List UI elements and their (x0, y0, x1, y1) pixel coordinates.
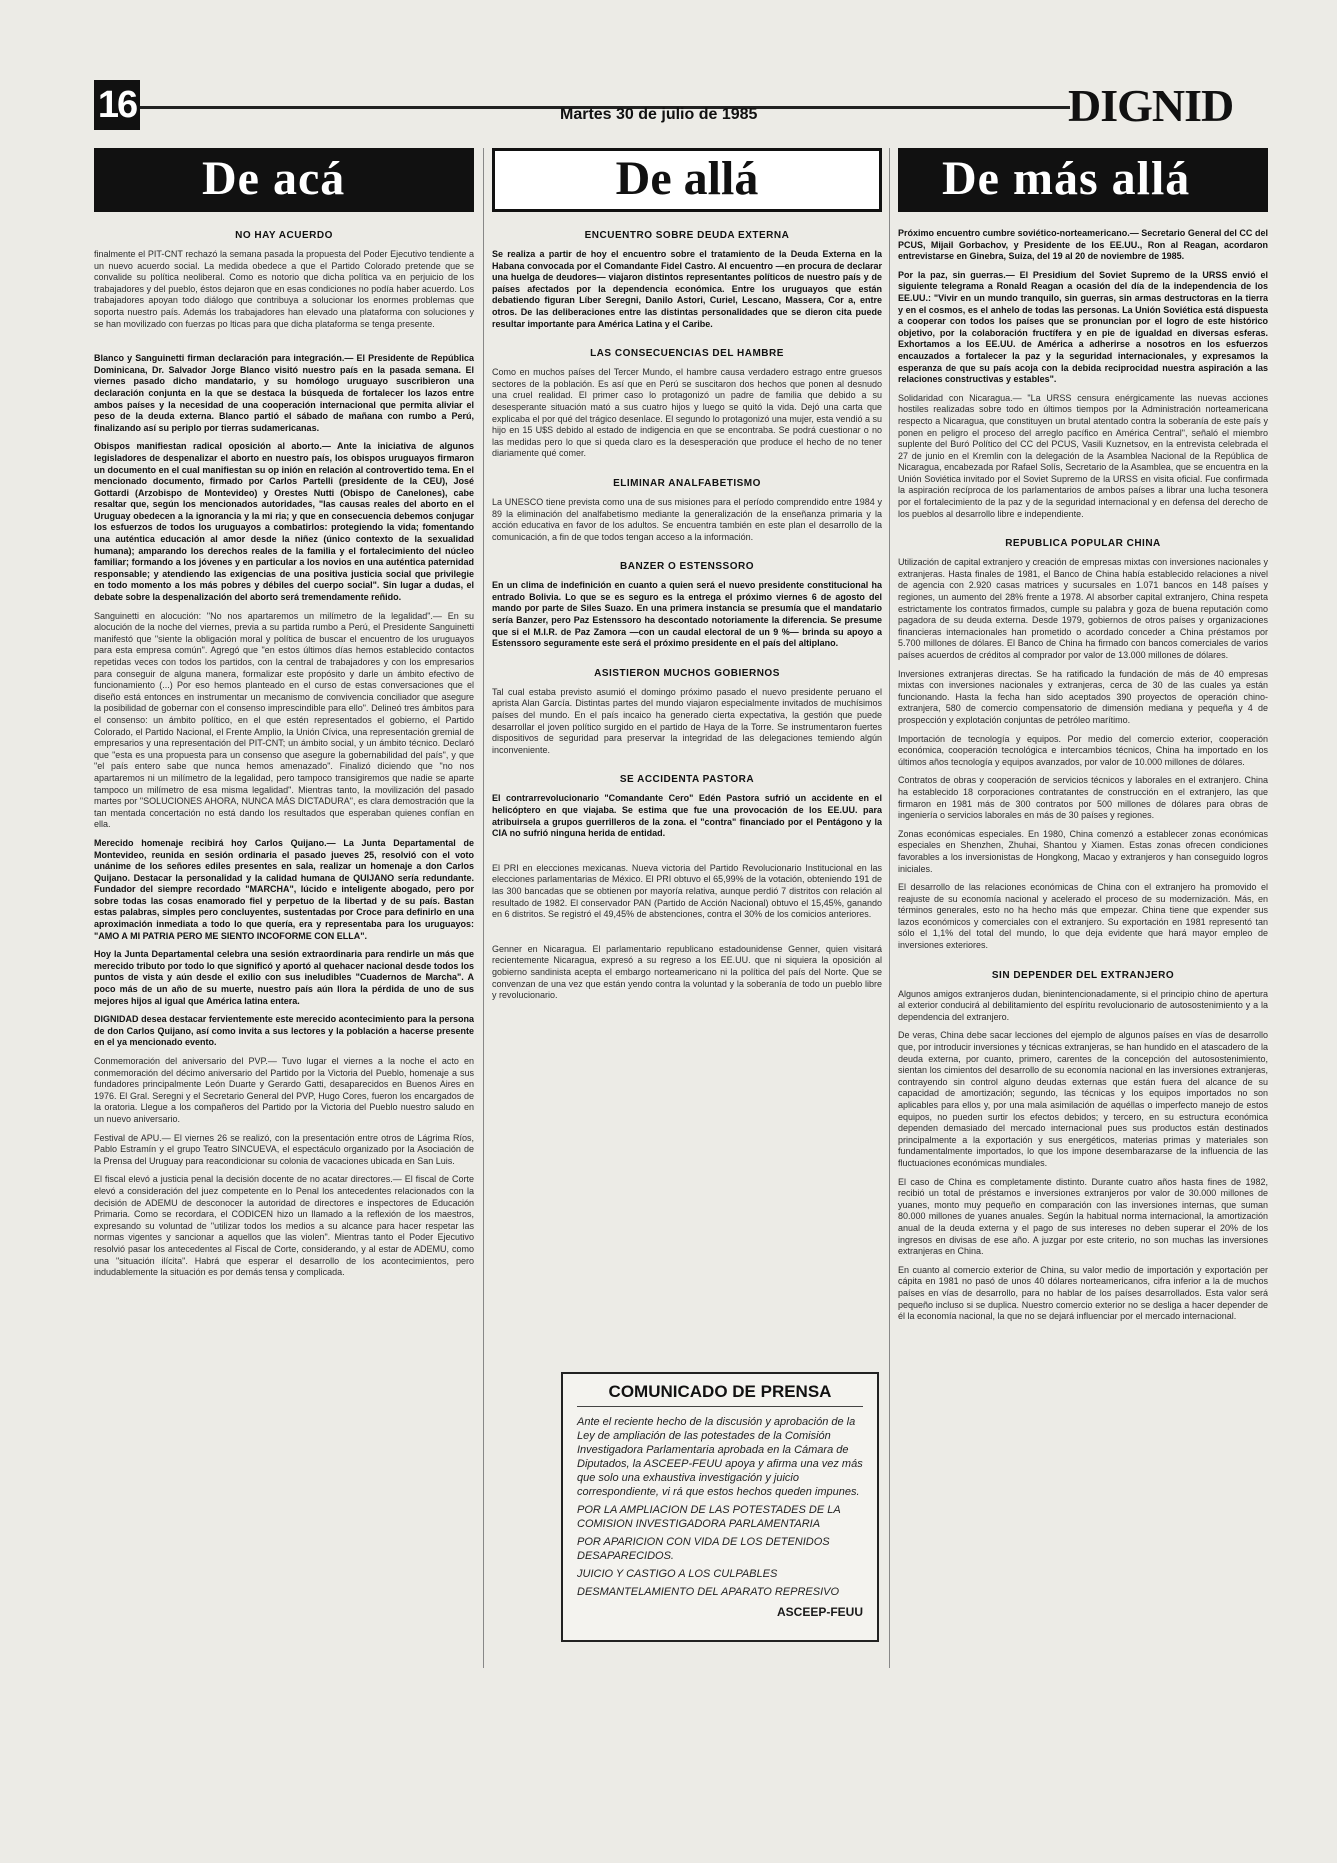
section-title: SIN DEPENDER DEL EXTRANJERO (991, 969, 1175, 981)
article-paragraph: Por la paz, sin guerras.— El Presidium del Soviet Supremo de la URSS envió el siguiente telegrama a Ronald Reagan a ocasión del día de la independencia de los EE.UU.: "Vivir en un mundo tranquilo, sin guerras, sin armas destructoras en la tierra y en el cosmos, es el anhelo de todas las personas. La Unión Soviética está dispuesta a cooperar con todos los países que se pronuncian por el logro de este histórico objetivo, por la colaboración fructífera y en pie de igualdad en diversas esferas. Exhortamos a los EE.UU. de América a adherirse a nosotros en los esfuerzos encauzados a fortalecer la paz y la seguridad internacionales, y expresamos la esperanza de que su país acoja con la debida reciprocidad nuestra aspiración a las relaciones constructivas y estables". (898, 269, 1268, 385)
section-title: NO HAY ACUERDO (235, 230, 333, 241)
article-paragraph: El caso de China es completamente distinto. Durante cuatro años hasta fines de 1982, recibió un total de préstamos e inversiones extranjeros por valor de 30.000 millones de yuanes, monto muy pequeño en comparación con las inversiones internas, que suman 80.000 millones de yuanes anuales. Según la habitual norma internacional, la amortización anual de la deuda externa y el pago de sus intereses no deben superar el 20% de los ingresos en divisas de ese año. A juzgar por este criterio, no son muchas las inversiones extranjeras en China. (898, 1176, 1268, 1257)
article-paragraph: El fiscal elevó a justicia penal la decisión docente de no acatar directores.— El fiscal de Corte elevó a consideración del juez competente en lo Penal los antecedentes relacionados con la decisión de ADEMU de desconocer la autoridad de directores e inspectores de Educación Primaria. Como se recordara, el CODICEN hizo un llamado a la reflexión de los maestros, expresando su voluntad de "utilizar todos los medios a su alcance para hacer respetar las normas vigentes y sancionar a aquellos que las violen". Mientras tanto el Poder Ejecutivo resolvió pasar los antecedentes al Fiscal de Corte, considerando, y al estar de ADEMU, como una "situación ilícita". Habrá que esperar el desarrollo de los acontecimientos, pero indudablemente la situación es por demás tensa y complicada. (94, 1174, 474, 1278)
article-paragraph: En cuanto al comercio exterior de China, su valor medio de importación y exportación per cápita en 1981 no pasó de unos 40 dólares norteamericanos, cifra inferior a la de muchos países en vías de desarrollo, para no hablar de los países desarrollados. Esta valor será pequeño incluso si se duplica. Nuestro comercio exterior no se desliga a hacer depender de él la economía nacional, la que no se dejará influenciar por el mercado internacional. (898, 1264, 1268, 1322)
column-divider (483, 148, 484, 1668)
column-de-aca (94, 148, 474, 1658)
article-paragraph: Inversiones extranjeras directas. Se ha ratificado la fundación de más de 40 empresas mixtas con inversiones nacionales y extranjeras, cerca de 30 de las cuales ya están funcionando. Hasta la fecha han sido aceptados 390 proyectos de operación chino-extranjera, 580 de comercio compensatorio de dimensión mediana y pequeña y 4 de prospección y explotación conjuntas de petróleo marítimo. (898, 668, 1268, 725)
article-paragraph: Hoy la Junta Departamental celebra una sesión extraordinaria para rendirle un más que merecido tributo por todo lo que significó y aportó al quehacer nacional desde todos los puntos de vista y aún desde el exilio con sus ineludibles "Cuadernos de Marcha". A poco más de un año de su muerte, nuestro país aún llora la pérdida de uno de sus mejores hijos al igual que América latina entera. (94, 949, 474, 1006)
article-paragraph: Se realiza a partir de hoy el encuentro sobre el tratamiento de la Deuda Externa en la Habana convocada por el Comandante Fidel Castro. Al encuentro —en procura de declarar una huelga de deudores— viajaron distintos representantes políticos de nuestro país y de países afectados por la dependencia económica. Entre los uruguayos que están debatiendo figuran Líber Seregni, Danilo Astori, Curiel, Lescano, Massera, Cor a, entre otros. De las deliberaciones entre las distintas personalidades que se dieron cita puede resultar importante para América Latina y el Caribe. (492, 249, 882, 329)
article-paragraph: Importación de tecnología y equipos. Por medio del comercio exterior, cooperación económica, cooperación tecnológica e intercambios técnicos, China ha importado en los últimos años tecnología y equipos avanzados, por valor de 10.000 millones de dólares. (898, 733, 1268, 767)
section-title: ELIMINAR ANALFABETISMO (613, 477, 761, 489)
masthead: DIGNID (1068, 82, 1234, 130)
article-paragraph: Blanco y Sanguinetti firman declaración para integración.— El Presidente de República Dominicana, Dr. Salvador Jorge Blanco visitó nuestro país en la pasada semana. El viernes pasado dicho mandatario, y su homólogo uruguayo suscribieron una declaración conjunta en la que se destaca la búsqueda de fortalecer los lazos entre ambos países y la necesidad de una cooperación internacional que permita aliviar el peso de la deuda externa. Blanco partió el sábado de mañana con rumbo a Perú, finalizando así su periplo por tierras sudamericanas. (94, 353, 474, 433)
article-paragraph: Utilización de capital extranjero y creación de empresas mixtas con inversiones nacionales y extranjeras. Hasta finales de 1981, el Banco de China había establecido relaciones a nivel de agencia con 2.920 casas matrices y sucursales en 1.071 bancos en 148 países y regiones, un aumento del 28% frente a 1978. Al absorber capital extranjero, China respeta estrictamente los contratos firmados, cumple su palabra y goza de buena reputación como pagadora de su deuda externa. Desde 1979, gobiernos de otros países y organizaciones financieras internacionales han prometido o acordado conceder a China préstamos por 5.700 millones de dólares. El Banco de China ha firmado con bancos comerciales de varios países acuerdos de créditos al comprador por valor de 13.000 millones de dólares. (898, 557, 1268, 660)
issue-date: Martes 30 de julio de 1985 (560, 106, 758, 123)
column-de-mas-alla (898, 148, 1268, 1658)
article-paragraph: Próximo encuentro cumbre soviético-norteamericano.— Secretario General del CC del PCUS, Mijail Gorbachov, y Presidente de los EE.UU., Ron al Reagan, acordaron entrevistarse en Ginebra, Suiza, del 19 al 20 de noviembre de 1985. (898, 228, 1268, 262)
section-title: LAS CONSECUENCIAS DEL HAMBRE (590, 348, 784, 360)
press-release-title: COMUNICADO DE PRENSA (577, 1382, 863, 1407)
section-title: BANZER O ESTENSSORO (620, 561, 754, 573)
section-title: ASISTIERON MUCHOS GOBIERNOS (594, 667, 780, 679)
section-banner: De allá (492, 148, 882, 212)
article-paragraph: Obispos manifiestan radical oposición al aborto.— Ante la iniciativa de algunos legisladores de despenalizar el aborto en nuestro país, los obispos uruguayos firmaron un documento en el cual manifiestan su op inión en relación al controvertido tema. En el mencionado documento, firmado por Carlos Partelli (presidente de la CEU), José Gottardi (Arzobispo de Montevideo) y Orestes Nutti (Obispo de Canelones), cabe resaltar que, según los mencionados autoridades, "las causas reales del aborto en el Uruguay obedecen a la ignorancia y la mi ria; y que en consecuencia debemos conjugar los esfuerzos de todos los uruguayos a combatirlos: protegiendo la vida; fomentando una auténtica educación al amor desde la niñez (único contexto de la sexualidad humana); amparando los derechos reales de la familia y el fortalecimiento del núcleo familiar; formando a los jóvenes y en particular a los novios en una auténtica paternidad responsable; y atendiendo las exigencias de una positiva justicia social que privilegie en todo momento a los más pobres y débiles del cuerpo social". Sin lugar a dudas, el debate sobre la despenalización del aborto será tremendamente reñido. (94, 441, 474, 603)
article-paragraph: De veras, China debe sacar lecciones del ejemplo de algunos países en vías de desarrollo que, por introducir inversiones y técnicas extranjeras, se han hundido en el atascadero de la deuda externa, por cuanto, primero, carentes de la concepción del autosostenimiento, sientan los cimientos del desarrollo de su economía nacional en las inversiones extranjeras, contrayendo sin control alguno deudas externas que están fuera del alcance de su capacidad de amortización; segundo, las técnicas y los equipos importados no son aplicables para ellos y, por una mala asimilación de aquéllas o imperfecto manejo de estos equipos, no pueden surtir los efectos debidos; y tercero, en su estructura económica dependen demasiado del mercado internacional pues sus productos están destinados principalmente a la exportación y sus energéticos, materias primas y materiales son fundamentalmente importados, lo que los impone desembarazarse de la influencia de las fluctuaciones económicas mundiales. (898, 1030, 1268, 1168)
article-paragraph: Tal cual estaba previsto asumió el domingo próximo pasado el nuevo presidente peruano el aprista Alan García. Distintas partes del mundo viajaron especialmente invitados de muchísimos países del mundo. En el país incaico ha generado cierta expectativa, la gestión que puede desarrollar el joven político surgido en el partido de Haya de la Torre. Se instrumentaron fuertes dispositivos de seguridad para preservar la integridad de las delegaciones temiendo algún inconveniente. (492, 686, 882, 755)
press-release-demand: POR LA AMPLIACION DE LAS POTESTADES DE LA COMISION INVESTIGADORA PARLAMENTARIA (577, 1504, 841, 1530)
article-paragraph: En un clima de indefinición en cuanto a quien será el nuevo presidente constitucional ha entrado Bolivia. Lo que se es seguro es la entrega el próximo viernes 6 de agosto del mando por parte de Siles Suazo. En una primera instancia se presumía que el mandatario sería Banzer, pero Paz Estenssoro ha descontado notoriamente la diferencia. Se presume que si el M.I.R. de Paz Zamora —con un caudal electoral de un 9 %— brinda su apoyo a Estenssoro seguramente este será el próximo presidente en el país del altiplano. (492, 580, 882, 649)
article-paragraph: Genner en Nicaragua. El parlamentario republicano estadounidense Genner, quien visitará recientemente Nicaragua, expresó a su regreso a los EE.UU. que ni siquiera la oposición al gobierno sandinista acepta el embargo norteamericano ni la política del país del Norte. Que se convenzan de una vez que están yendo contra la voluntad y la soberanía de todo un pueblo libre y revolucionario. (492, 943, 882, 1001)
article-paragraph: La UNESCO tiene prevista como una de sus misiones para el período comprendido entre 1984 y 89 la eliminación del analfabetismo mediante la generalización de la enseñanza primaria y la acción educativa en favor de los adultos. Se encuentra también en este plan el desarrollo de la comunicación, a fin de que todos tengan acceso a la información. (492, 496, 882, 542)
section-title: SE ACCIDENTA PASTORA (619, 774, 755, 786)
article-paragraph: Contratos de obras y cooperación de servicios técnicos y laborales en el extranjero. China ha establecido 18 corporaciones contratantes de construcción en el extranjero, las que firmaron en 1981 más de 300 contratos por 500 millones de dólares para obras de ingeniería o servicios laborales en más de 30 países y regiones. (898, 775, 1268, 821)
section-banner: De más allá (898, 148, 1268, 212)
column-divider (889, 148, 890, 1668)
column-de-alla (492, 148, 882, 1358)
article-paragraph: Sanguinetti en alocución: "No nos apartaremos un milímetro de la legalidad".— En su alocución de la noche del viernes, previa a su partida rumbo a Perú, el Presidente Sanguinetti manifestó que "siente la obligación moral y política de buscar el encuentro de los uruguayos para esta empresa común". Agregó que "en estos últimos días hemos establecido contactos repetidas veces con todos los partidos, con la central de trabajadores y con los empresarios para conseguir de alguna manera, formalizar este propósito y darle un ámbito efectivo de funcionamiento (...) Por eso hemos planteado en el curso de estas conversaciones que el diseño está entonces en instrumentar un mecanismo de convivencia conciliador que asegure la posibilidad de gobernar con el consenso imprescindible para ello". Delineó tres ámbitos para el consenso: un ámbito político, en el que estén representados el gobierno, el Partido Colorado, el Partido Nacional, el Frente Amplio, la Unión Cívica, una representación gremial de empresarios y una representación del PIT-CNT; un ámbito social, y un ámbito técnico. Declaró que "esta es una propuesta para un consenso que asegure la gobernabilidad del país", y que "el país entero sabe que nunca hemos amenazado". Finalizó diciendo que "no nos apartaremos ni un milímetro de la legalidad, pero tampoco transigiremos que nadie se aparte tampoco un milímetro de esa misma legalidad". Mientras tanto, la movilización del pasado martes por "SOLUCIONES AHORA, NUNCA MÁS DICTADURA", es clara demostración que la tan mentada concertación no está dando los resultados que esperaban quienes confían en ella. (94, 610, 474, 830)
article-paragraph: Merecido homenaje recibirá hoy Carlos Quijano.— La Junta Departamental de Montevideo, reunida en sesión ordinaria el pasado jueves 25, resolvió con el voto unánime de los señores ediles presentes en sala, realizar un homenaje a don Carlos Quijano. Destacar la personalidad y la calidad humana de QUIJANO sería redundante. Fundador del siempre recordado "MARCHA", lúcido e inteligente abogado, pero por sobre todas las cosas enamorado fiel y perpetuo de la libertad y de su país. Bastan estas palabras, simples pero concluyentes, sustentadas por Croce para definirlo en una aproximación inmediata a todo lo que quería, era y representaba para los uruguayos: "AMO A MI PATRIA PERO ME SIENTO INCOFORME CON ELLA". (94, 837, 474, 941)
press-release-body: Ante el reciente hecho de la discusión y aprobación de la Ley de ampliación de las potestades de la Comisión Investigadora Parlamentaria aprobada en la Cámara de Diputados, la ASCEEP-FEUU apoya y afirma una vez más que solo una exhaustiva investigación y juicio correspondiente, vi rá que estos hechos queden impunes. (577, 1416, 863, 1498)
article-paragraph: Como en muchos países del Tercer Mundo, el hambre causa verdadero estrago entre gruesos sectores de la población. Es así que en Perú se suscitaron dos hechos que ponen al desnudo una cruel realidad. El primer caso lo protagonizó un padre de familia que debido a su desesperante situación mató a sus cuatro hijos y luego se quitó la vida. Dejó una carta que explicaba el por qué del trágico desenlace. El segundo lo protagonizó una mujer, esta vendió a su hijo en 15 U$S debido al estado de indigencia en que se encontraba. Se podrá cuestionar o no las medidas pero lo que si queda claro es la desesperación que produce el hecho de no tener diariamente qué comer. (492, 367, 882, 459)
press-release-demand: DESMANTELAMIENTO DEL APARATO REPRESIVO (577, 1586, 840, 1598)
section-banner: De acá (94, 148, 474, 212)
article-paragraph: Solidaridad con Nicaragua.— "La URSS censura enérgicamente las nuevas acciones hostiles realizadas sobre todo en últimos tiempos por la Administración norteamericana respecto a Nicaragua, que constituyen un brutal atentado contra la soberanía de este país y ponen en peligro el proceso del arreglo pacífico en América Central", señaló el miembro suplente del Buró Político del CC del PCUS, Vasili Kuznetsov, en la entrevista celebrada el 27 de junio en el Kremlin con la delegación de la Asamblea Nacional de la República de Nicaragua, encabezada por Rafael Solís, Secretario de la Asamblea, que se encuentra en la Unión Soviética invitado por el Soviet Supremo de la URSS en visita oficial. Fue confirmada la aspiración recíproca de los parlamentarios de ambos países a librar una lucha tesonera por el fortalecimiento de la paz y de la seguridad internacional y en defensa del derecho de los pueblos al desarrollo libre e independiente. (898, 392, 1268, 519)
article-paragraph: Conmemoración del aniversario del PVP.— Tuvo lugar el viernes a la noche el acto en conmemoración del décimo aniversario del Partido por la Victoria del Pueblo, homenaje a sus fundadores principalmente León Duarte y Gerardo Gatti, desaparecidos en Buenos Aires en 1976. El Gral. Seregni y el Secretario General del PVP, Hugo Cores, fueron los encargados de la oratoria. Llegue a los compañeros del Partido por la Victoria del Pueblo nuestro saludo en un nuevo aniversario. (94, 1056, 474, 1124)
article-paragraph: El PRI en elecciones mexicanas. Nueva victoria del Partido Revolucionario Institucional en las elecciones parlamentarias de México. El PRI obtuvo el 65,99% de la votación, obteniendo 191 de las 300 bancadas que se obtienen por mayoría relativa, aunque perdió 7 distritos con relación al resultado de 1982. El conservador PAN (Partido de Acción Nacional) obtuvo el 15,45%, ganando en 6 distritos. Se registró el 49,45% de abstenciones, contra el 30% de los comicios anteriores. (492, 862, 882, 920)
article-paragraph: finalmente el PIT-CNT rechazó la semana pasada la propuesta del Poder Ejecutivo tendiente a un nuevo acuerdo social. La medida obedece a que el Partido Colorado pretende que se convalide su política neoliberal. Como es notorio que dicha política va en perjuicio de los trabajadores y del pueblo, éstos dejaron que en esas condiciones no podía haber acuerdo. Los trabajadores apoyan todo diálogo que contribuya a solucionar los enormes problemas que soporta nuestro país. Además los trabajadores han elevado una plataforma con soluciones y se han movilizado con fuerzas po lticas para que dicha plataforma se tenga presente. (94, 249, 474, 329)
press-release-demand: JUICIO Y CASTIGO A LOS CULPABLES (577, 1568, 778, 1580)
article-paragraph: Zonas económicas especiales. En 1980, China comenzó a establecer zonas económicas especiales en Shenzhen, Zhuhai, Shantou y Xiamen. Estas zonas ofrecen condiciones favorables a los inversionistas de Hongkong, Macao y extranjeros y han conseguido logros iniciales. (898, 828, 1268, 874)
article-paragraph: El contrarrevolucionario "Comandante Cero" Edén Pastora sufrió un accidente en el helicóptero en que viajaba. Se estima que fue una provocación de los EE.UU. para atribuirsela a grupos guerrilleros de la zona. el "contra" financiado por el Pentágono y la CIA no sufrió ninguna herida de entidad. (492, 793, 882, 839)
press-release-signature: ASCEEP-FEUU (776, 1605, 863, 1619)
article-paragraph: El desarrollo de las relaciones económicas de China con el extranjero ha promovido el reajuste de su economía nacional y acelerado el proceso de su modernización. Más, en términos generales, esto no ha hecho más que empezar. China tiene que expender sus lazos económicos y comerciales con el extranjero. Su exportación en 1981 representó tan sólo el 1,1% del total del mundo, lo que deja evidente que hará mayor empleo de inversiones exteriores. (898, 882, 1268, 951)
section-title: REPUBLICA POPULAR CHINA (1005, 538, 1161, 550)
article-paragraph: DIGNIDAD desea destacar fervientemente este merecido acontecimiento para la persona de don Carlos Quijano, así como invita a sus lectores y la población a hacerse presente en el ya mencionado evento. (94, 1014, 474, 1048)
section-title: ENCUENTRO SOBRE DEUDA EXTERNA (584, 230, 790, 241)
page-number: 16 (94, 80, 140, 130)
article-paragraph: Algunos amigos extranjeros dudan, bienintencionadamente, si el principio chino de apertura al exterior conducirá al debilitamiento del espíritu revolucionario de autosostenimiento y a la dependencia del extranjero. (898, 988, 1268, 1022)
press-release-box (561, 1372, 879, 1642)
article-paragraph: Festival de APU.— El viernes 26 se realizó, con la presentación entre otros de Lágrima Ríos, Pablo Estramín y el grupo Teatro SINCUEVA, el espectáculo organizado por la Asociación de la Prensa del Uruguay para reacondicionar su colonia de vacaciones ubicada en San Luis. (94, 1132, 474, 1166)
press-release-demand: POR APARICION CON VIDA DE LOS DETENIDOS DESAPARECIDOS. (577, 1536, 830, 1562)
